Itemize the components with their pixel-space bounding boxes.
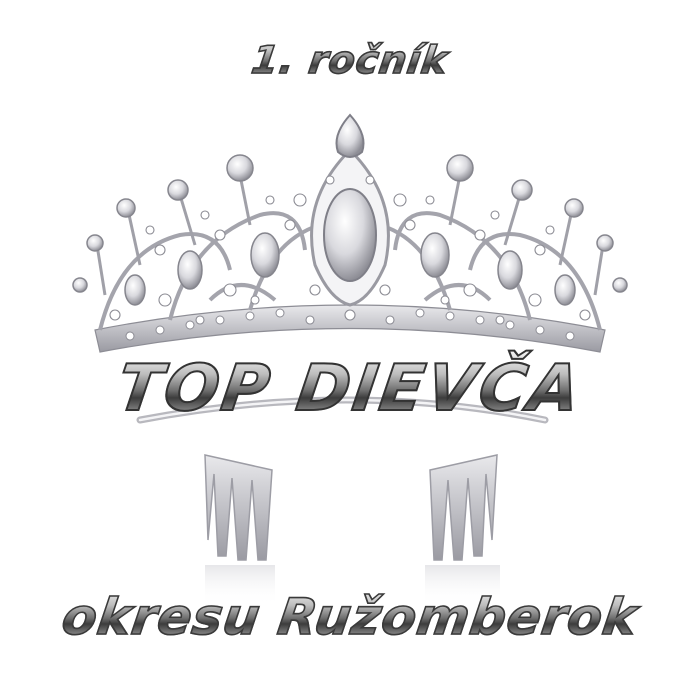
poster-title: TOP DIEVČA — [0, 352, 700, 426]
poster-subtitle: okresu Ružomberok — [0, 588, 700, 646]
edition-label: 1. ročník — [0, 38, 700, 82]
